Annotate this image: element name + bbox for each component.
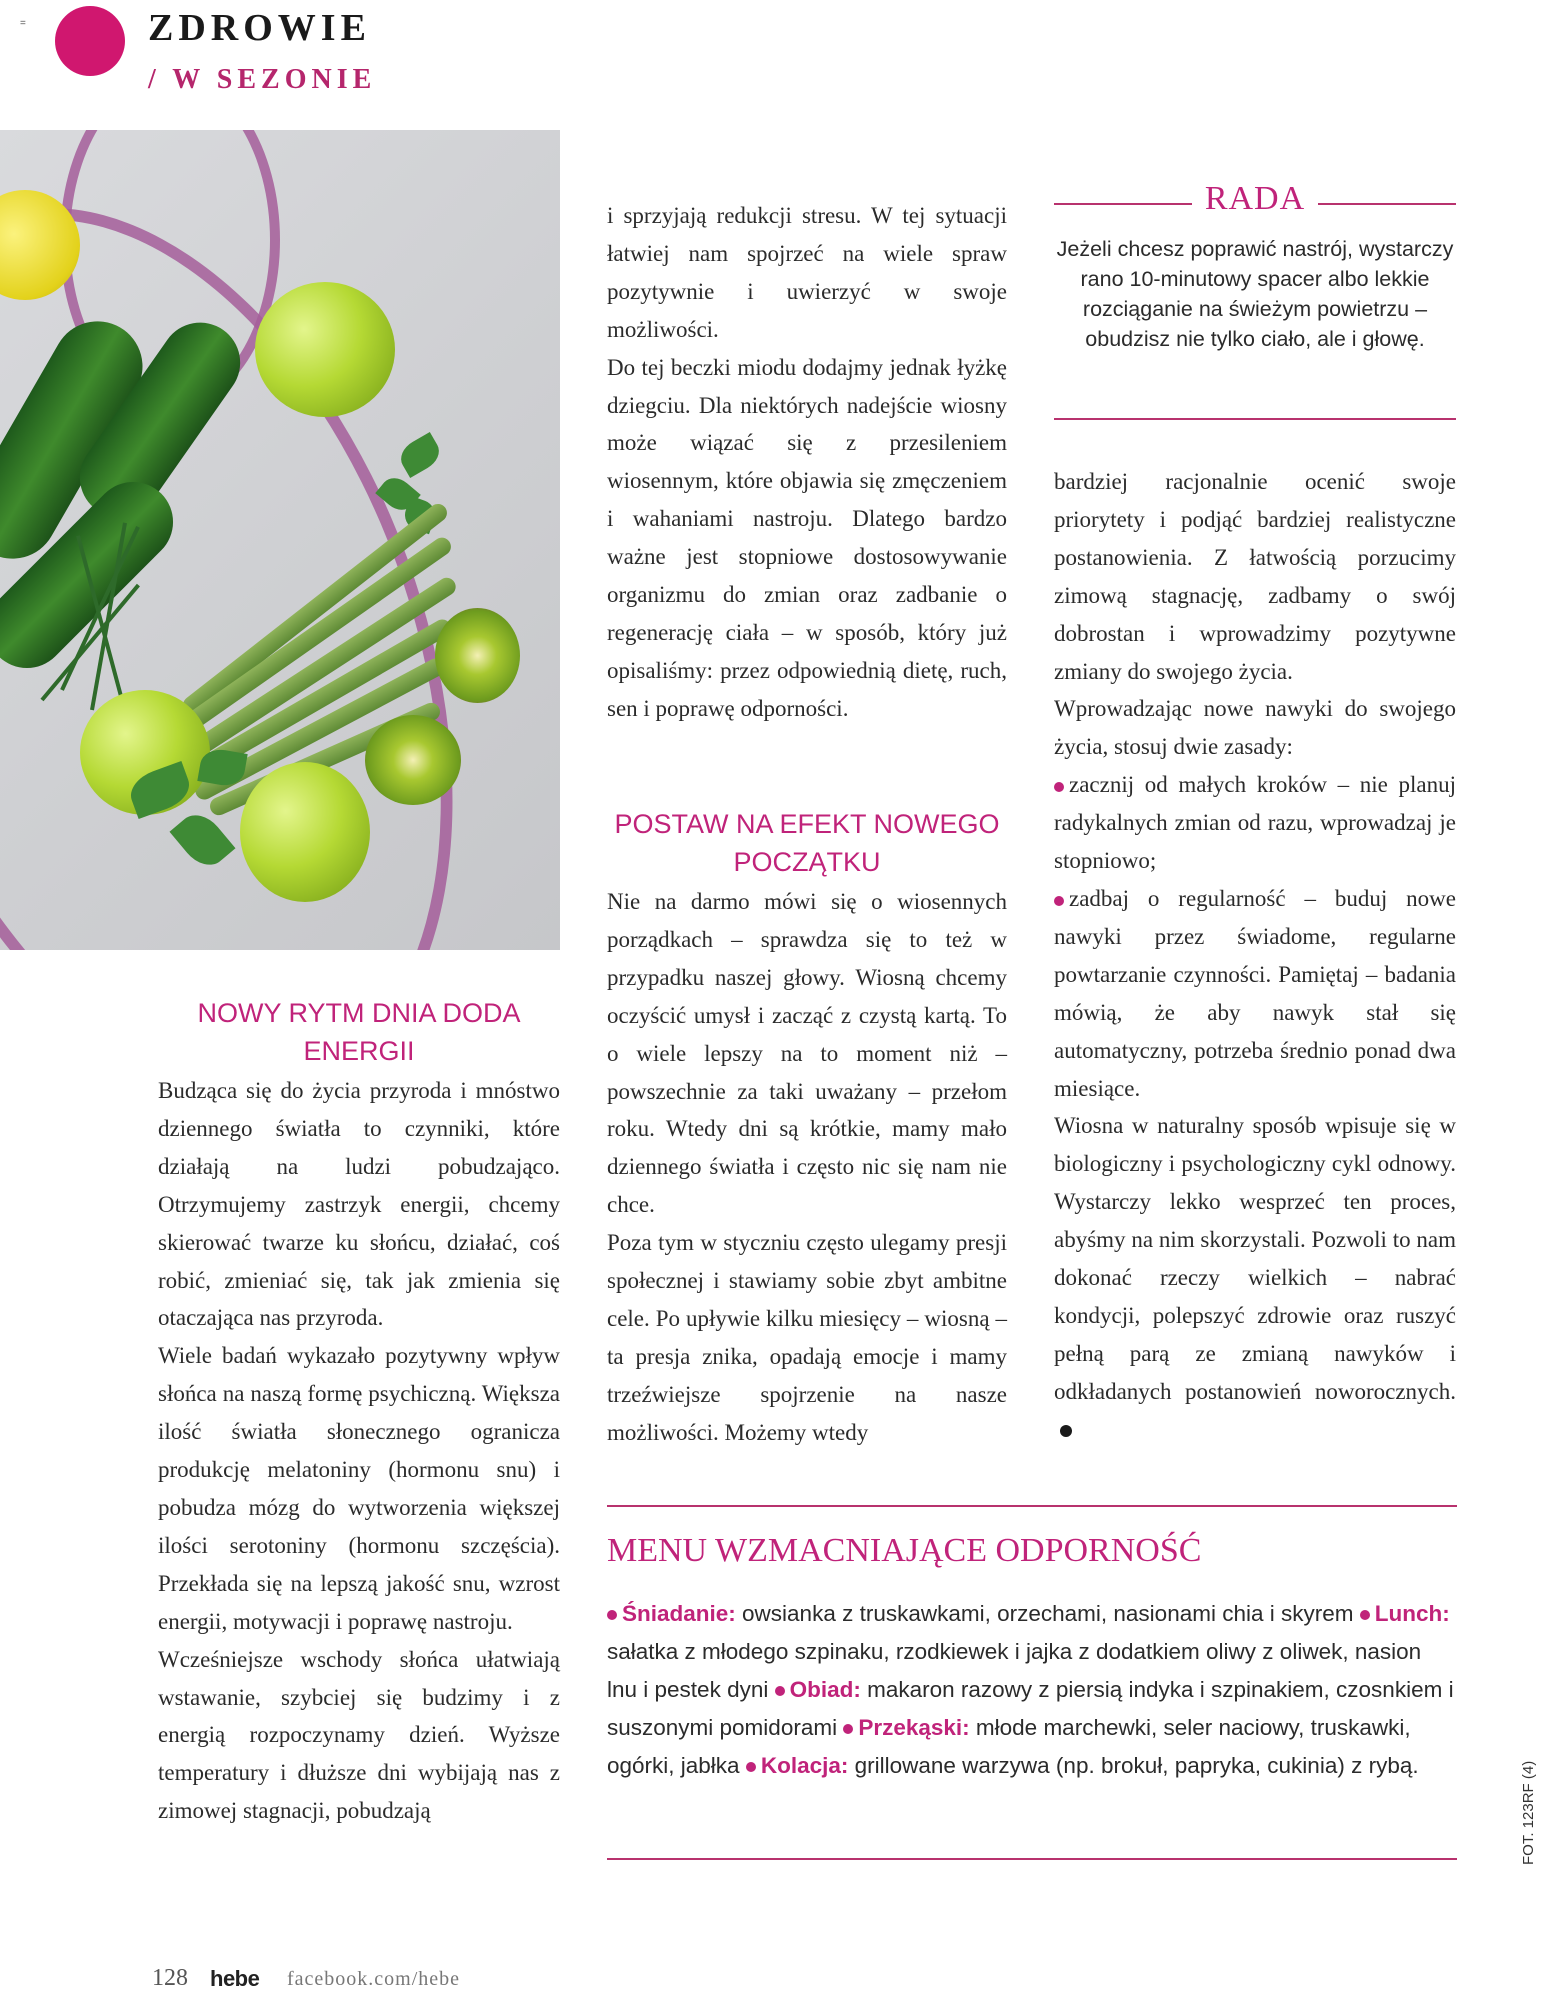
rada-title: RADA (1204, 180, 1306, 217)
menu-label-breakfast: Śniadanie: (622, 1601, 736, 1626)
page-number: 128 (152, 1965, 188, 1991)
paragraph: i sprzyjają redukcji stresu. W tej sytuacji łatwiej nam spojrzeć na wiele spraw pozytywnie i uwierzyć w swoje możliwości. (607, 203, 1007, 342)
vegetables-photo (0, 130, 560, 950)
column-1 (158, 1072, 560, 1830)
bullet-item: zadbaj o regularność – buduj nowe nawyki przez świadome, regularne powtarzanie czynności. Pamiętaj – badania mówią, że aby nawyk stał się automatyczny, potrzeba średnio ponad dwa miesiące. (1054, 885, 1456, 1101)
heading-postaw-na-efekt: POSTAW NA EFEKT NOWEGO POCZĄTKU (614, 809, 1000, 877)
menu-item-breakfast: owsianka z truskawkami, orzechami, nasionami chia i skyrem (735, 1601, 1360, 1626)
bullet-icon (1054, 896, 1064, 906)
section-title: ZDROWIE (148, 7, 371, 49)
bullet-icon (746, 1762, 756, 1772)
brand-logo: hebe (210, 1966, 260, 1991)
paragraph: Poza tym w styczniu często ulegamy presji społecznej i stawiamy sobie zbyt ambitne cele. Po upływie kilku miesięcy – wiosną – ta presja znika, opadają emocje i mamy trzeźwiejsze spojrzenie na nasze możliwości. Możemy wtedy (607, 1230, 1007, 1445)
photo-credit: FOT. 123RF (4) (1520, 1760, 1537, 1865)
menu-rule-top (607, 1505, 1457, 1507)
menu-item-lunch: sałatka z młodego szpinaku, rzodkiewek i jajka z dodatkiem oliwy z oliwek, nasion lnu i pestek dyni (607, 1639, 1422, 1702)
bullet-icon (607, 1610, 617, 1620)
bullet-icon (775, 1686, 785, 1696)
rada-text: Jeżeli chcesz poprawić nastrój, wystarczy rano 10-minutowy spacer albo lekkie rozciąganie na świeżym powietrzu – obudzisz nie tylko ciało, ale i głowę. (1056, 237, 1454, 351)
column-3 (1054, 463, 1456, 1449)
paragraph: Wprowadzając nowe nawyki do swojego życia, stosuj dwie zasady: (1054, 696, 1456, 760)
section-circle-icon (55, 6, 125, 76)
menu-label-lunch: Lunch: (1374, 1601, 1450, 1626)
paragraph: Do tej beczki miodu dodajmy jednak łyżkę dziegciu. Dla niektórych nadejście wiosny może wiązać się z przesileniem wiosennym, które objawia się zmęczeniem i wahaniami nastroju. Dlatego bardzo ważne jest stopniowe dostosowywanie organizmu do zmian oraz zadbanie o regenerację ciała – w sposób, który już opisaliśmy: przez odpowiednią dietę, ruch, sen i poprawę odporności. (607, 354, 1007, 721)
end-mark-icon (1060, 1425, 1072, 1437)
paragraph: Wiosna w naturalny sposób wpisuje się w biologiczny i psychologiczny cykl odnowy. Wystarczy lekko wesprzeć ten proces, abyśmy na nim skorzystali. Pozwoli to nam dokonać rzeczy wielkich – nabrać kondycji, polepszyć zdrowie oraz ruszyć pełną parą ze zmianą nawyków i odkładanych postanowień noworocznych. (1054, 1107, 1456, 1448)
menu-item-supper: grillowane warzywa (np. brokuł, papryka, cukinia) z rybą. (848, 1753, 1419, 1778)
column-2 (607, 197, 1007, 728)
bullet-icon (843, 1724, 853, 1734)
section-subtitle: / W SEZONIE (148, 64, 377, 95)
bullet-item: zacznij od małych kroków – nie planuj radykalnych zmian od razu, wprowadzaj je stopniowo; (1054, 772, 1456, 874)
menu-label-dinner: Obiad: (789, 1677, 861, 1702)
paragraph: Wiele badań wykazało pozytywny wpływ słońca na naszą formę psychiczną. Większa ilość światła słonecznego ogranicza produkcję melatoniny (hormonu snu) i pobudza mózg do wytworzenia większej ilości serotoniny (hormonu szczęścia). Przekłada się na lepszą jakość snu, wzrost energii, motywacji i poprawę nastroju. (158, 1343, 560, 1634)
menu-rule-bottom (607, 1858, 1457, 1860)
paragraph: Budząca się do życia przyroda i mnóstwo dziennego światła to czynniki, które działają na ludzi pobudzająco. Otrzymujemy zastrzyk energii, chcemy skierować twarze ku słońcu, działać, coś robić, zmieniać się, tak jak zmienia się otaczająca nas przyroda. (158, 1078, 560, 1331)
menu-label-supper: Kolacja: (760, 1753, 849, 1778)
page-mark: = (20, 18, 26, 29)
paragraph: Wcześniejsze wschody słońca ułatwiają wstawanie, szybciej się budzimy i z energią rozpoczynamy dzień. Wyższe temperatury i dłuższe dni wybijają nas z zimowej stagnacji, pobudzają (158, 1646, 560, 1824)
menu-item-dinner: makaron razowy z piersią indyka i szpinakiem, czosnkiem i suszonymi pomidorami (607, 1677, 1454, 1740)
heading-nowy-rytm: NOWY RYTM DNIA DODA ENERGII (197, 998, 521, 1066)
bullet-icon (1360, 1610, 1370, 1620)
menu-text (607, 1595, 1457, 1785)
rada-rule-bottom (1054, 418, 1456, 420)
menu-label-snacks: Przekąski: (858, 1715, 970, 1740)
menu-item-snacks: młode marchewki, seler naciowy, truskawki, ogórki, jabłka (607, 1715, 1411, 1778)
menu-title: MENU WZMACNIAJĄCE ODPORNOŚĆ (607, 1532, 1202, 1569)
bullet-icon (1054, 782, 1064, 792)
column-2-bottom (607, 883, 1007, 1452)
facebook-link[interactable]: facebook.com/hebe (287, 1968, 461, 1990)
paragraph: Nie na darmo mówi się o wiosennych porządkach – sprawdza się to też w przypadku naszej głowy. Wiosną chcemy oczyścić umysł i zacząć z czystą kartą. To o wiele lepszy na to moment niż – powszechnie za taki uważany – przełom roku. Wtedy dni są krótkie, mamy mało dziennego światła i często nic się nam nie chce. (607, 889, 1007, 1218)
paragraph: bardziej racjonalnie ocenić swoje priorytety i podjąć bardziej realistyczne postanowienia. Z łatwością porzucimy zimową stagnację, zadbamy o swój dobrostan i wprowadzimy pozytywne zmiany do swojego życia. (1054, 469, 1456, 684)
